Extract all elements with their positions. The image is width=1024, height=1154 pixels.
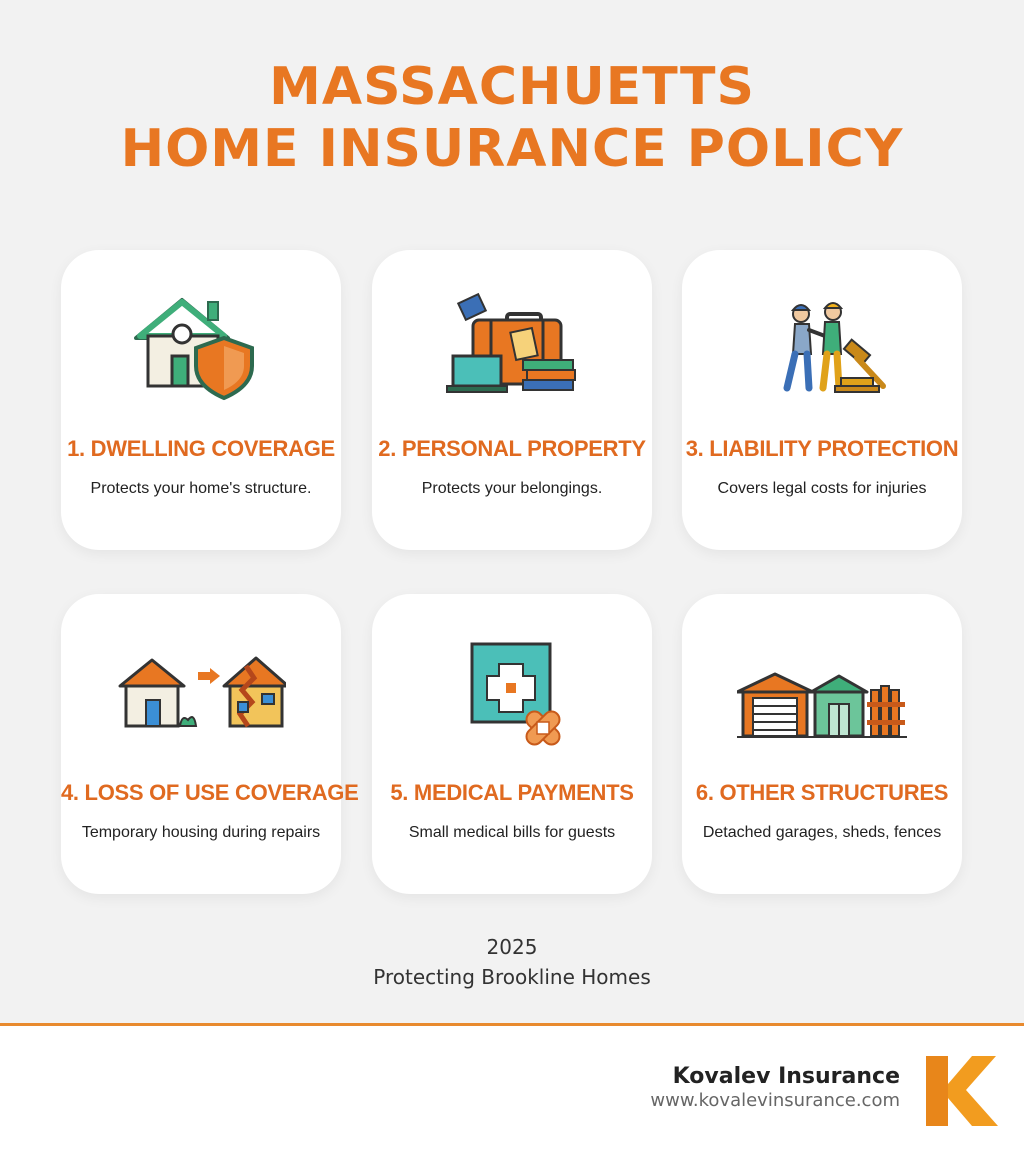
card-description: Protects your home's structure. bbox=[90, 480, 312, 497]
page-title bbox=[0, 56, 1024, 180]
belongings-icon bbox=[427, 286, 597, 406]
card-title: 6. OTHER STRUCTURES bbox=[695, 780, 949, 805]
company-url[interactable]: www.kovalevinsurance.com bbox=[650, 1090, 900, 1111]
card-title: 1. DWELLING COVERAGE bbox=[67, 436, 335, 461]
card-description: Temporary housing during repairs bbox=[81, 824, 321, 841]
card-loss-of-use bbox=[61, 594, 359, 894]
garage-shed-fence-icon bbox=[737, 630, 907, 750]
medical-cross-icon bbox=[427, 630, 597, 750]
card-medical-payments bbox=[372, 594, 652, 894]
company-name: Kovalev Insurance bbox=[672, 1064, 900, 1089]
card-description: Covers legal costs for injuries bbox=[717, 480, 927, 497]
card-description: Small medical bills for guests bbox=[408, 824, 616, 841]
kovalev-logo-icon bbox=[922, 1054, 1000, 1128]
card-title: 3. LIABILITY PROTECTION bbox=[685, 436, 959, 461]
card-description: Detached garages, sheds, fences bbox=[702, 824, 942, 841]
card-title: 4. LOSS OF USE COVERAGE bbox=[61, 780, 359, 805]
title-line-1: MASSACHUETTS bbox=[269, 57, 755, 117]
card-liability-protection bbox=[682, 250, 962, 550]
title-line-2: HOME INSURANCE POLICY bbox=[120, 119, 904, 179]
card-other-structures bbox=[682, 594, 962, 894]
liability-gavel-icon bbox=[737, 286, 907, 406]
card-title: 5. MEDICAL PAYMENTS bbox=[390, 780, 634, 805]
card-title: 2. PERSONAL PROPERTY bbox=[378, 436, 646, 461]
card-description: Protects your belongings. bbox=[421, 480, 603, 497]
footer-year: 2025 bbox=[486, 935, 538, 959]
house-shield-icon bbox=[116, 286, 286, 406]
card-dwelling-coverage bbox=[61, 250, 341, 550]
footer-tagline: Protecting Brookline Homes bbox=[373, 965, 651, 989]
damaged-house-icon bbox=[116, 630, 286, 750]
card-personal-property bbox=[372, 250, 652, 550]
